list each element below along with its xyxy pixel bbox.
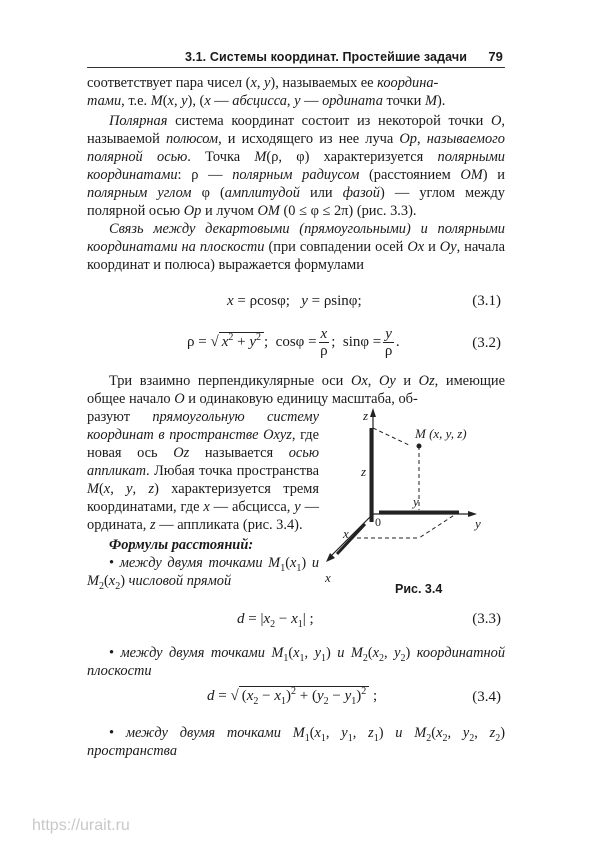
formula-number: (3.1): [472, 293, 501, 309]
formula-number: (3.4): [472, 689, 501, 705]
polar-text: Полярная система координат состоит из некоторой точки O, называемой полюсом, и исходящего из нее луча Op, называемого полярной осью. Точка M(ρ, φ) характеризуется полярными координатами: ρ — полярным радиусом (расстоянием OM) и полярным углом φ (амплитудой или фазой) — углом между полярной осью Op и лучом OM (0 ≤ φ ≤ 2π) (рис. 3.3).: [87, 113, 505, 219]
text: y: [294, 93, 301, 109]
formula-3-3-body: $d = |x_2 - x_1|$ ;: [237, 611, 314, 630]
figure-3-4: [323, 398, 513, 598]
bullet-space: [87, 724, 505, 760]
formula-number: (3.3): [472, 611, 501, 627]
text: ), называемых ее: [270, 75, 378, 91]
formula-3-3: [87, 608, 505, 648]
x-axis-line: [329, 514, 373, 558]
text: абсцисса: [232, 93, 287, 109]
watermark: https://urait.ru: [32, 817, 130, 834]
paragraph-relation: [87, 220, 505, 274]
relation-text: Связь между декартовыми (прямоугольными) и полярными координатами на плоскости (при совпадении осей Ox и Oy, начала координат и полюса) выражается формулами: [87, 221, 506, 273]
paragraph-3d-wrap: [87, 408, 319, 590]
bullet-space-text: • между двумя точками $M_1(x_1$, $y_1$, $z_1$) и $M_2(x_2$, $y_2$, $z_2$) пространства: [87, 725, 506, 759]
text: M: [424, 93, 437, 109]
formula-3-4-body: d = √ $(x_2 - x_1)^2 + (y_2 - y_1)^2$ ;: [207, 686, 378, 707]
bullet-number-line: • между двумя точками $M_1(x_1)$ и $M_2(x_2)$ числовой прямой: [87, 555, 320, 592]
y-axis-label: y: [475, 516, 481, 531]
z-coord-label: z: [361, 464, 367, 479]
text: , т.е.: [121, 93, 151, 109]
text: ,: [286, 93, 295, 109]
text: тами: [87, 93, 122, 109]
formula-number: (3.2): [472, 335, 501, 351]
text: y: [264, 75, 271, 91]
paragraph-polar-system: [87, 112, 505, 220]
formula-3-2: [87, 322, 505, 366]
text: —: [300, 93, 323, 109]
dashed-line: [419, 512, 459, 538]
origin-label: 0: [375, 515, 381, 529]
bullet-plane: [87, 644, 505, 680]
distances-heading: Формулы расстояний:: [109, 537, 254, 553]
running-header: [87, 46, 505, 66]
formula-3-4: [87, 684, 505, 724]
text: ,: [256, 75, 265, 91]
point-m: [417, 444, 422, 449]
text: x: [204, 93, 211, 109]
text: —: [210, 93, 233, 109]
dashed-line: [373, 428, 411, 446]
z-axis-label: z: [363, 408, 369, 423]
text: (: [162, 93, 168, 109]
text: x: [250, 75, 257, 91]
text: ордината: [322, 93, 383, 109]
x-axis-label: x: [325, 570, 331, 585]
text: точки: [382, 93, 425, 109]
text: координа-: [377, 75, 439, 91]
point-m-label: M (x, y, z): [415, 426, 467, 441]
text: y: [181, 93, 188, 109]
x-coord-bar: [337, 524, 365, 554]
paragraph-coordinates-pair: [87, 74, 505, 110]
3d-intro-text: Три взаимно перпендикулярные оси Ox, Oy и Oz, имеющие общее начало O и одинаковую единицу масштаба, об-: [87, 373, 505, 407]
y-coord-label: y: [413, 494, 419, 509]
formula-3-1-body: x = ρcosφ; y = ρsinφ;: [227, 293, 362, 309]
header-rule: [87, 67, 505, 68]
text: M: [150, 93, 163, 109]
text: ,: [173, 93, 182, 109]
formula-3-2-body: ρ = √ $x^2 + y^2$ ; cosφ = $\frac{x}{\rho}$ ; sinφ = $\frac{y}{\rho}$ .: [187, 326, 400, 359]
text: ).: [436, 93, 446, 109]
x-coord-label: x: [343, 526, 349, 541]
bullet-plane-text: • между двумя точками $M_1(x_1$, $y_1$) и $M_2(x_2$, $y_2$) координатной плоскости: [87, 645, 506, 679]
header-title: 3.1. Системы координат. Простейшие задачи: [185, 50, 468, 64]
page-number: 79: [488, 49, 503, 64]
z-arrow: [370, 408, 376, 417]
text: x: [167, 93, 174, 109]
3d-wrap-text: разуют прямоугольную систему координат в пространстве Oxyz, где новая ось Oz называется осью аппликат. Любая точка пространства M(x, y, z) характеризуется тремя координатами, где x — абсцисса, y — ордината, z — аппликата (рис. 3.4).: [87, 409, 320, 533]
x-arrow: [326, 553, 335, 562]
text: ), (: [187, 93, 205, 109]
text: соответствует пара чисел (: [87, 75, 251, 91]
figure-caption: Рис. 3.4: [395, 582, 443, 596]
